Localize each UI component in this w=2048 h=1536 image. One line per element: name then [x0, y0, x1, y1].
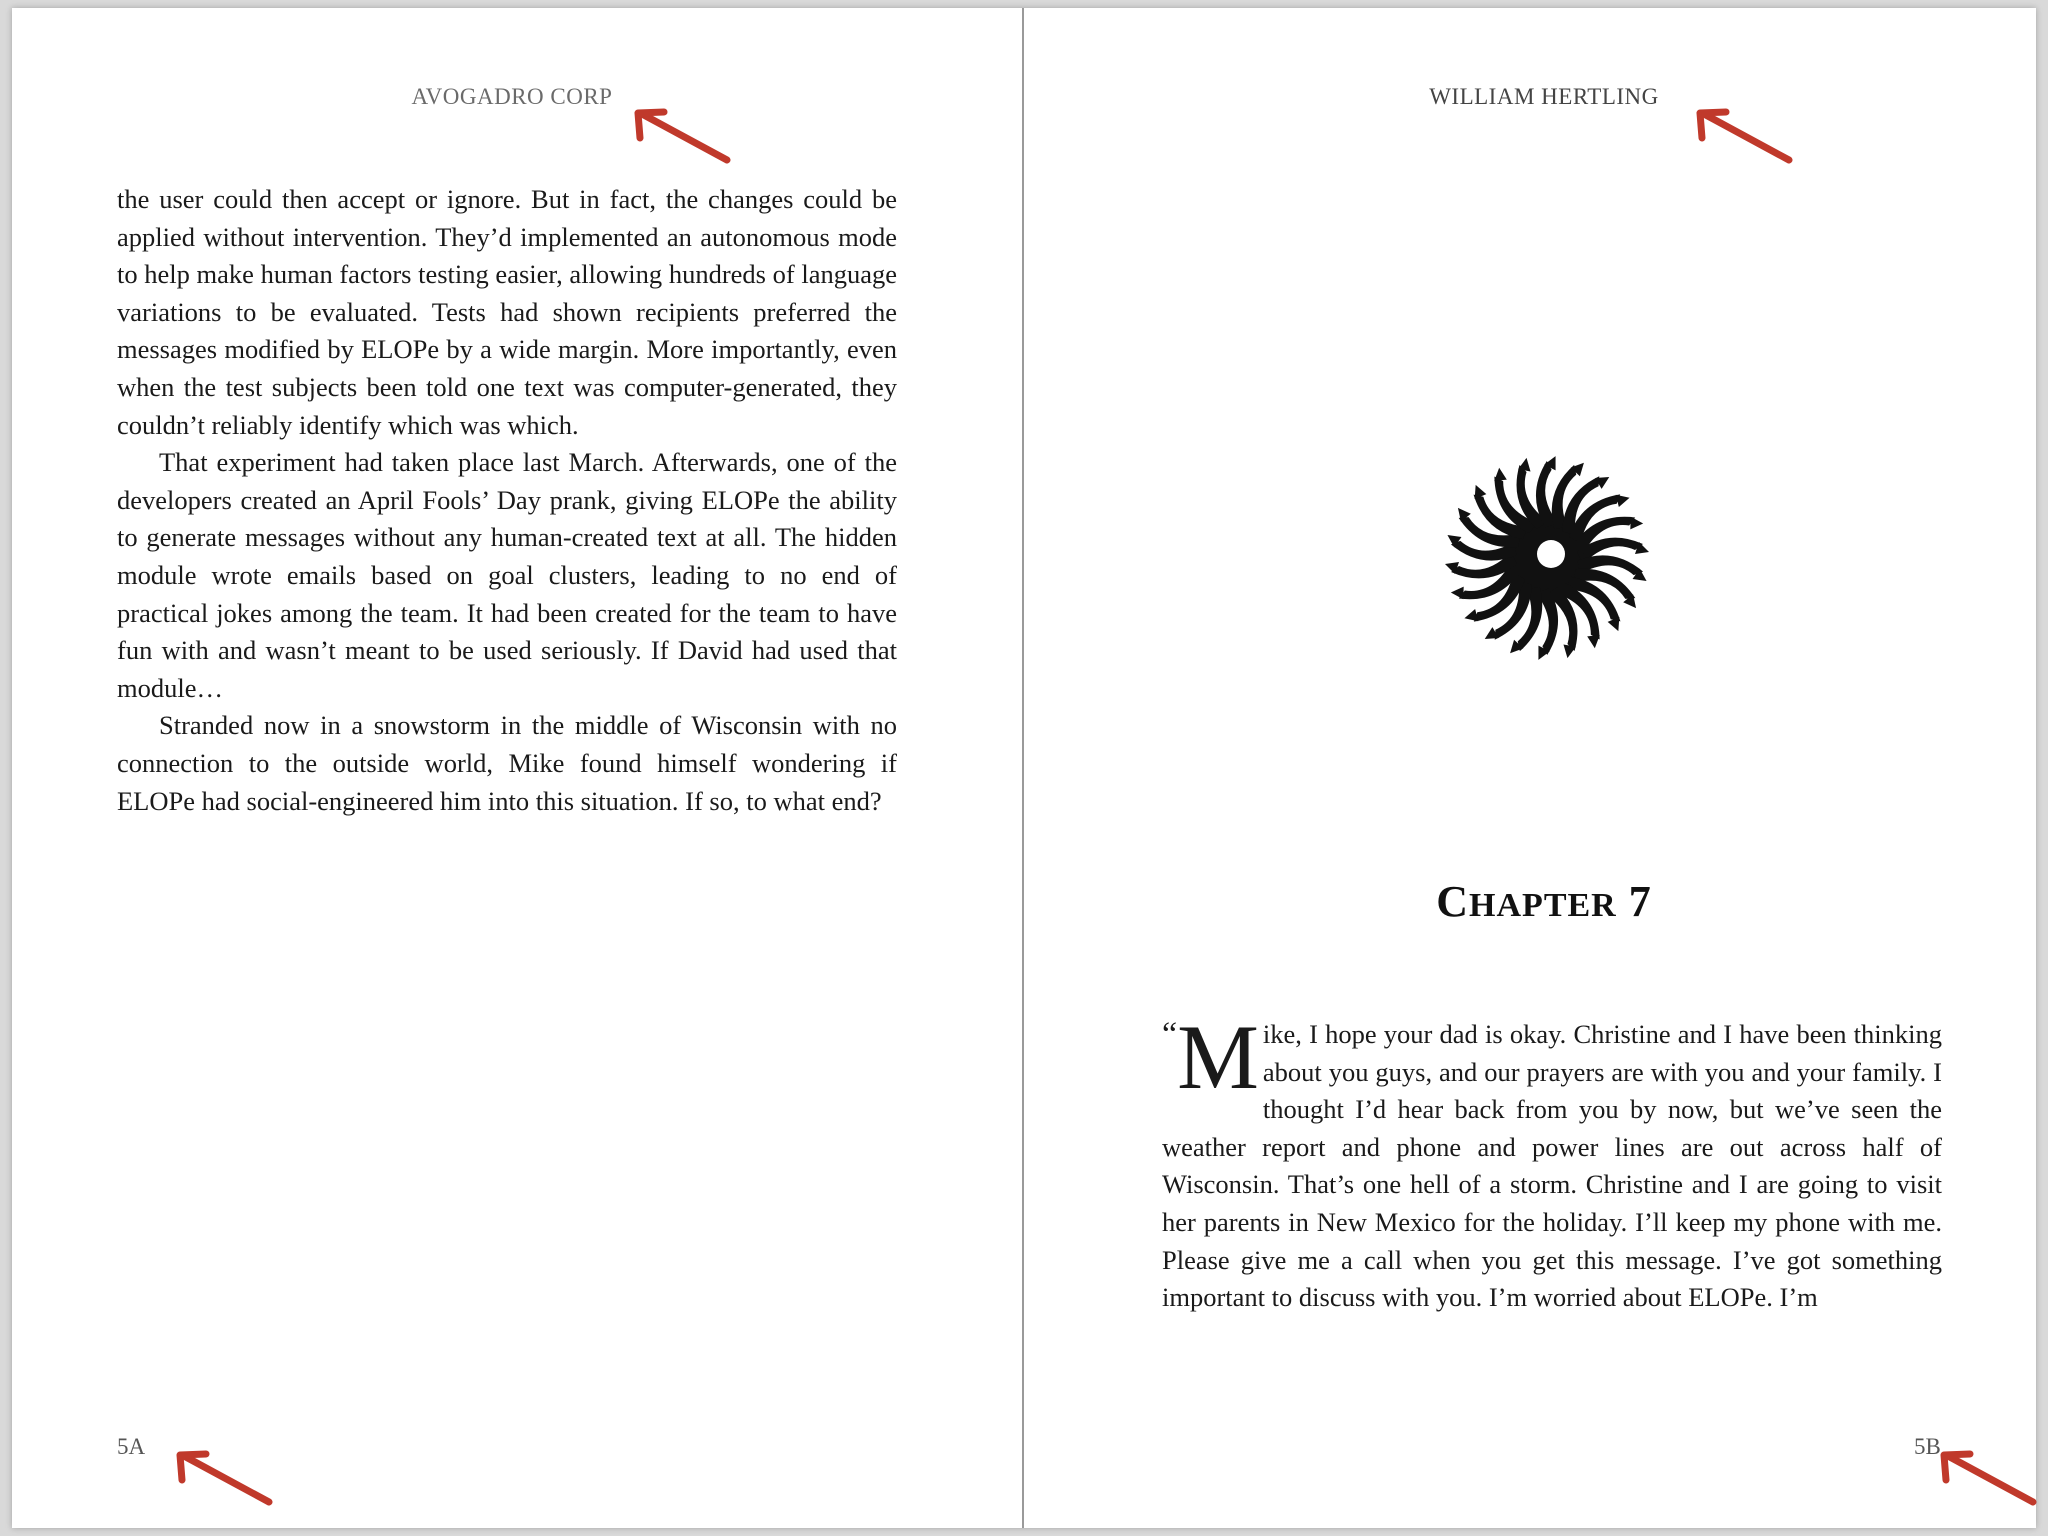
right-page	[1024, 8, 2036, 1528]
left-page-body	[117, 181, 897, 820]
red-arrow-icon	[632, 108, 732, 168]
opening-paragraph: ike, I hope your dad is okay. Christine and I have been thinking about you guys, and our prayers are with you and your family. I thought I’d hear back from you by now, but we’ve seen the weather report and phone and power lines are out across half of Wisconsin. That’s one hell of a storm. Christine and I are going to visit her parents in New Mexico for the holiday. I’ll keep my phone with me. Please give me a call when you get this message. I’ve got something important to discuss with you. I’m worried about ELOPe. I’m	[1162, 1019, 1942, 1313]
chapter-word-initial: C	[1436, 877, 1470, 926]
red-arrow-icon	[1694, 108, 1794, 168]
running-head-left: AVOGADRO CORP	[411, 84, 613, 109]
chapter-word-rest: HAPTER	[1469, 887, 1617, 924]
book-spread	[12, 8, 2036, 1528]
drop-cap: M	[1177, 1006, 1259, 1108]
chapter-number: 7	[1628, 877, 1652, 926]
paragraph: the user could then accept or ignore. But in fact, the changes could be applied without intervention. They’d implemented an autonomous mode to help make human factors testing easier, allowing hundreds of language variations to be evaluated. Tests had shown recipients preferred the messages modified by ELOPe by a wide margin. More importantly, even when the test subjects been told one text was computer-generated, they couldn’t reliably identify which was which.	[117, 184, 897, 440]
right-page-body	[1162, 1006, 1942, 1317]
swirl-ornament-icon	[1437, 448, 1657, 668]
red-arrow-icon	[1938, 1450, 2038, 1510]
paragraph: That experiment had taken place last March. Afterwards, one of the developers created an April Fools’ Day prank, giving ELOPe the ability to generate messages without any human-created text at all. The hidden module wrote emails based on goal clusters, leading to no end of practical jokes among the team. It had been created for the team to have fun with and wasn’t meant to be used seriously. If David had used that module…	[117, 447, 897, 703]
left-page	[12, 8, 1022, 1528]
red-arrow-icon	[174, 1450, 274, 1510]
page-number-right: 5B	[1914, 1434, 1941, 1459]
chapter-title	[1024, 876, 2048, 927]
page-number-left: 5A	[117, 1434, 146, 1459]
running-head-right: WILLIAM HERTLING	[1429, 84, 1659, 109]
opening-quote: “	[1162, 1016, 1178, 1053]
paragraph: Stranded now in a snowstorm in the middle of Wisconsin with no connection to the outside world, Mike found himself wondering if ELOPe had social-engineered him into this situation. If so, to what end?	[117, 710, 897, 816]
drop-cap-group	[1162, 1006, 1259, 1108]
